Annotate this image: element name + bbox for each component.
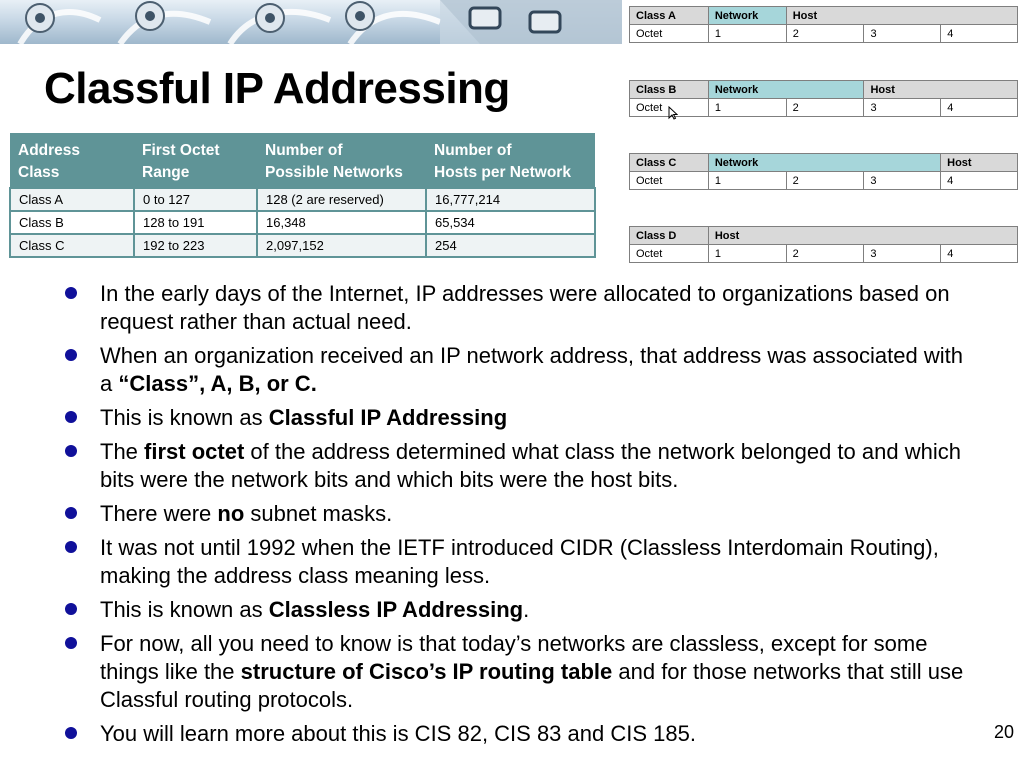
octet-row-label: Octet: [630, 25, 709, 43]
bullet-dot-icon: [65, 445, 77, 457]
octet-diagram-class-c: [629, 153, 1018, 190]
octet-number: 3: [864, 245, 941, 263]
octet-number: 2: [786, 245, 864, 263]
octet-number-row: [630, 172, 1018, 190]
table-cell: 16,348: [257, 211, 426, 234]
page-title: Classful IP Addressing: [44, 64, 510, 113]
network-cell: Network: [708, 154, 940, 172]
bullet-text: This is known as: [100, 405, 269, 430]
octet-header-row: [630, 7, 1018, 25]
octet-diagram-class-d: [629, 226, 1018, 263]
bullet-item: [62, 720, 967, 748]
table-cell: 128 to 191: [134, 211, 257, 234]
bullet-text: of the address determined what class the network belonged to and which bits were the network bits and which bits were the host bits.: [100, 439, 961, 492]
table-cell: 65,534: [426, 211, 595, 234]
table-cell: 192 to 223: [134, 234, 257, 257]
table-cell: 2,097,152: [257, 234, 426, 257]
class-table: [9, 133, 596, 258]
class-label: Class C: [630, 154, 709, 172]
table-cell: 0 to 127: [134, 188, 257, 211]
octet-number-row: [630, 25, 1018, 43]
col-header-hosts-per-network: Number of Hosts per Network: [426, 133, 595, 188]
bullet-text-bold: Classless IP Addressing: [268, 597, 524, 622]
bullet-dot-icon: [65, 637, 77, 649]
octet-number: 3: [864, 172, 941, 190]
bullet-text: In the early days of the Internet, IP addresses were allocated to organizations based on request rather than actual need.: [100, 281, 950, 334]
col-header-address-class: Address Class: [10, 133, 134, 188]
octet-number: 4: [941, 99, 1018, 117]
octet-number: 3: [864, 99, 941, 117]
host-cell: Host: [708, 227, 1017, 245]
class-label: Class B: [630, 81, 709, 99]
host-cell: Host: [941, 154, 1018, 172]
bullet-text: and for those networks that still use Classful routing protocols.: [100, 659, 964, 712]
bullet-text-bold: “Class”, A, B, or C.: [118, 371, 317, 396]
octet-number: 3: [864, 25, 941, 43]
bullet-dot-icon: [65, 727, 77, 739]
cable-connectors-graphic: [0, 0, 622, 44]
octet-number: 1: [708, 245, 786, 263]
bullet-item: [62, 534, 967, 590]
octet-row-label: Octet: [630, 172, 709, 190]
octet-number: 1: [708, 99, 786, 117]
octet-header-row: [630, 154, 1018, 172]
network-cell: Network: [708, 7, 786, 25]
octet-row-label: Octet: [630, 245, 709, 263]
bullet-dot-icon: [65, 287, 77, 299]
header-banner-image: [0, 0, 622, 44]
table-row: [10, 211, 595, 234]
bullet-text: The: [100, 439, 145, 464]
octet-number: 4: [941, 25, 1018, 43]
bullet-item: [62, 404, 967, 432]
col-header-first-octet-range: First Octet Range: [134, 133, 257, 188]
bullet-dot-icon: [65, 349, 77, 361]
table-cell: 16,777,214: [426, 188, 595, 211]
octet-number: 4: [941, 245, 1018, 263]
table-cell: Class A: [10, 188, 134, 211]
class-table-header-row: [10, 133, 595, 188]
octet-number-row: [630, 99, 1018, 117]
octet-number: 1: [708, 172, 786, 190]
bullet-dot-icon: [65, 411, 77, 423]
col-header-possible-networks: Number of Possible Networks: [257, 133, 426, 188]
bullet-dot-icon: [65, 603, 77, 615]
bullet-text: You will learn more about this is CIS 82, CIS 83 and CIS 185.: [100, 721, 696, 746]
host-cell: Host: [786, 7, 1017, 25]
bullet-text: It was not until 1992 when the IETF introduced CIDR (Classless Interdomain Routing), making the address class meaning less.: [100, 535, 939, 588]
bullet-item: [62, 438, 967, 494]
bullet-text: For now, all you need to know is that today’s networks are classless, except for some things like the: [100, 631, 928, 684]
bullet-dot-icon: [65, 507, 77, 519]
mouse-pointer-icon: [668, 106, 678, 120]
network-cell: Network: [708, 81, 864, 99]
bullet-text-bold: structure of Cisco’s IP routing table: [240, 659, 613, 684]
octet-diagram-class-b: [629, 80, 1018, 117]
bullet-item: [62, 596, 967, 624]
octet-number-row: [630, 245, 1018, 263]
table-cell: 128 (2 are reserved): [257, 188, 426, 211]
bullet-text: This is known as: [100, 597, 269, 622]
bullet-text: subnet masks.: [244, 501, 393, 526]
bullet-text: There were: [100, 501, 218, 526]
table-cell: Class B: [10, 211, 134, 234]
bullet-text-bold: first octet: [144, 439, 245, 464]
table-row: [10, 234, 595, 257]
table-cell: Class C: [10, 234, 134, 257]
host-cell: Host: [864, 81, 1018, 99]
bullet-text-bold: Classful IP Addressing: [268, 405, 508, 430]
octet-number: 4: [941, 172, 1018, 190]
octet-number: 2: [786, 25, 864, 43]
octet-number: 1: [708, 25, 786, 43]
bullet-text: When an organization received an IP network address, that address was associated with a: [100, 343, 963, 396]
page-number: 20: [993, 722, 1014, 742]
bullet-item: [62, 342, 967, 398]
table-row: [10, 188, 595, 211]
class-label: Class A: [630, 7, 709, 25]
class-label: Class D: [630, 227, 709, 245]
bullet-list: [62, 280, 967, 754]
octet-diagram-class-a: [629, 6, 1018, 43]
table-cell: 254: [426, 234, 595, 257]
bullet-item: [62, 500, 967, 528]
octet-number: 2: [786, 172, 864, 190]
bullet-text: .: [523, 597, 530, 622]
bullet-dot-icon: [65, 541, 77, 553]
octet-number: 2: [786, 99, 864, 117]
octet-header-row: [630, 227, 1018, 245]
bullet-text-bold: no: [217, 501, 245, 526]
octet-header-row: [630, 81, 1018, 99]
bullet-item: [62, 630, 967, 714]
octet-row-label: Octet: [630, 99, 709, 117]
bullet-item: [62, 280, 967, 336]
